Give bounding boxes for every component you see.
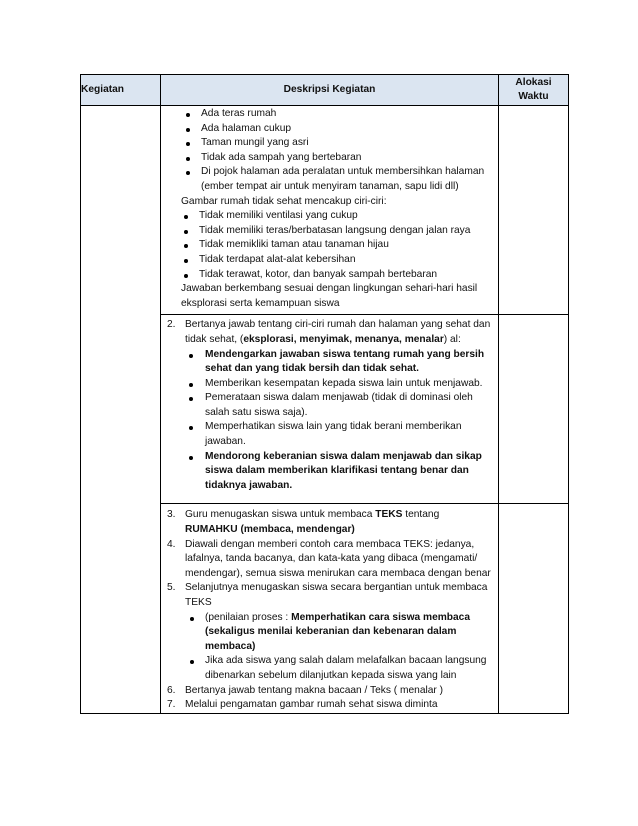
list-item: 3. Guru menugaskan siswa untuk membaca TEKS tentang RUMAHKU (membaca, mendengar) bbox=[167, 509, 440, 536]
list-item: 5. Selanjutnya menugaskan siswa secara bergantian untuk membaca TEKS (penilaian proses : Memperhatikan cara siswa membaca (sekaligus menilai keberanian dan kebenaran dalam membaca) Jika ada siswa yang salah dalam melafalkan bacaan langsung dibenarkan sebelum dilanjutkan kepada siswa yang lain bbox=[167, 581, 492, 683]
list-item: Memberikan kesempatan kepada siswa lain untuk menjawab. bbox=[167, 377, 492, 392]
list-item: Tidak terdapat alat-alat kebersihan bbox=[167, 253, 492, 268]
bullet-icon bbox=[184, 244, 188, 248]
bullet-icon bbox=[186, 157, 190, 161]
bullet-icon bbox=[189, 456, 193, 460]
deskripsi-cell bbox=[161, 106, 499, 315]
bullet-icon bbox=[184, 274, 188, 278]
list-item: Mendengarkan jawaban siswa tentang rumah yang bersih sehat dan yang tidak bersih dan tidak sehat. bbox=[167, 348, 492, 377]
deskripsi-cell bbox=[161, 315, 499, 504]
activity-list bbox=[167, 318, 492, 347]
list-item: Tidak memikliki taman atau tanaman hijau bbox=[167, 238, 492, 253]
healthy-house-list bbox=[167, 107, 492, 195]
list-item: 6. Bertanya jawab tentang makna bacaan / Teks ( menalar ) bbox=[167, 684, 444, 696]
header-alokasi-waktu: Alokasi Waktu bbox=[499, 75, 569, 106]
header-kegiatan: Kegiatan bbox=[81, 75, 161, 106]
table-header-row bbox=[81, 75, 569, 106]
list-item: (penilaian proses : Memperhatikan cara siswa membaca (sekaligus menilai keberanian dan kebenaran dalam membaca) bbox=[185, 611, 492, 655]
list-item: 4. Diawali dengan memberi contoh cara membaca TEKS: jedanya, lafalnya, tanda bacanya, dan kata-kata yang dibaca (mengamati/ mendengar), semua siswa menirukan cara membaca dengan benar bbox=[167, 538, 491, 579]
bullet-icon bbox=[189, 397, 193, 401]
activity-list bbox=[167, 508, 492, 712]
reading-assessment-list bbox=[185, 611, 492, 684]
bullet-icon bbox=[186, 142, 190, 146]
bullet-icon bbox=[184, 215, 188, 219]
alokasi-cell bbox=[499, 106, 569, 315]
list-item: Taman mungil yang asri bbox=[167, 136, 492, 151]
list-item: Tidak memiliki teras/berbatasan langsung dengan jalan raya bbox=[167, 224, 492, 239]
list-item: Pemerataan siswa dalam menjawab (tidak di dominasi oleh salah satu siswa saja). bbox=[167, 391, 492, 420]
closing-paragraph: Jawaban berkembang sesuai dengan lingkungan sehari-hari hasil eksplorasi serta kemampuan siswa bbox=[181, 283, 478, 309]
bullet-icon bbox=[190, 617, 194, 621]
list-item: Ada teras rumah bbox=[167, 107, 492, 122]
bullet-icon bbox=[186, 128, 190, 132]
list-item: Di pojok halaman ada peralatan untuk membersihkan halaman (ember tempat air untuk menyiram tanaman, sapu lidi dll) bbox=[167, 165, 492, 194]
alokasi-cell bbox=[499, 315, 569, 504]
bullet-icon bbox=[189, 426, 193, 430]
list-item: Mendorong keberanian siswa dalam menjawab dan sikap siswa dalam memberikan klarifikasi tentang benar dan tidaknya jawaban. bbox=[167, 450, 492, 494]
table-row bbox=[81, 106, 569, 315]
list-item: 2. Bertanya jawab tentang ciri-ciri rumah dan halaman yang sehat dan tidak sehat, (eksplorasi, menyimak, menanya, menalar) al: bbox=[167, 319, 491, 345]
list-item: Jika ada siswa yang salah dalam melafalkan bacaan langsung dibenarkan sebelum dilanjutkan kepada siswa yang lain bbox=[185, 654, 492, 683]
list-item: 7. Melalui pengamatan gambar rumah sehat siswa diminta bbox=[167, 699, 438, 711]
bullet-icon bbox=[190, 660, 194, 664]
lesson-activity-table bbox=[80, 74, 569, 714]
list-item: Tidak terawat, kotor, dan banyak sampah bertebaran bbox=[167, 268, 492, 283]
header-deskripsi-kegiatan: Deskripsi Kegiatan bbox=[161, 75, 499, 106]
bullet-icon bbox=[186, 171, 190, 175]
teacher-actions-list bbox=[167, 348, 492, 494]
unhealthy-house-list bbox=[167, 209, 492, 282]
bullet-icon bbox=[184, 259, 188, 263]
list-item: Memperhatikan siswa lain yang tidak berani memberikan jawaban. bbox=[167, 420, 492, 449]
unhealthy-house-intro: Gambar rumah tidak sehat mencakup ciri-ciri: bbox=[181, 195, 387, 207]
kegiatan-cell bbox=[81, 106, 161, 714]
list-item: Tidak ada sampah yang bertebaran bbox=[167, 151, 492, 166]
list-item: Tidak memiliki ventilasi yang cukup bbox=[167, 209, 492, 224]
bullet-icon bbox=[186, 113, 190, 117]
alokasi-cell bbox=[499, 504, 569, 713]
bullet-icon bbox=[189, 354, 193, 358]
list-item: Ada halaman cukup bbox=[167, 122, 492, 137]
bullet-icon bbox=[184, 230, 188, 234]
bullet-icon bbox=[189, 383, 193, 387]
deskripsi-cell bbox=[161, 504, 499, 713]
